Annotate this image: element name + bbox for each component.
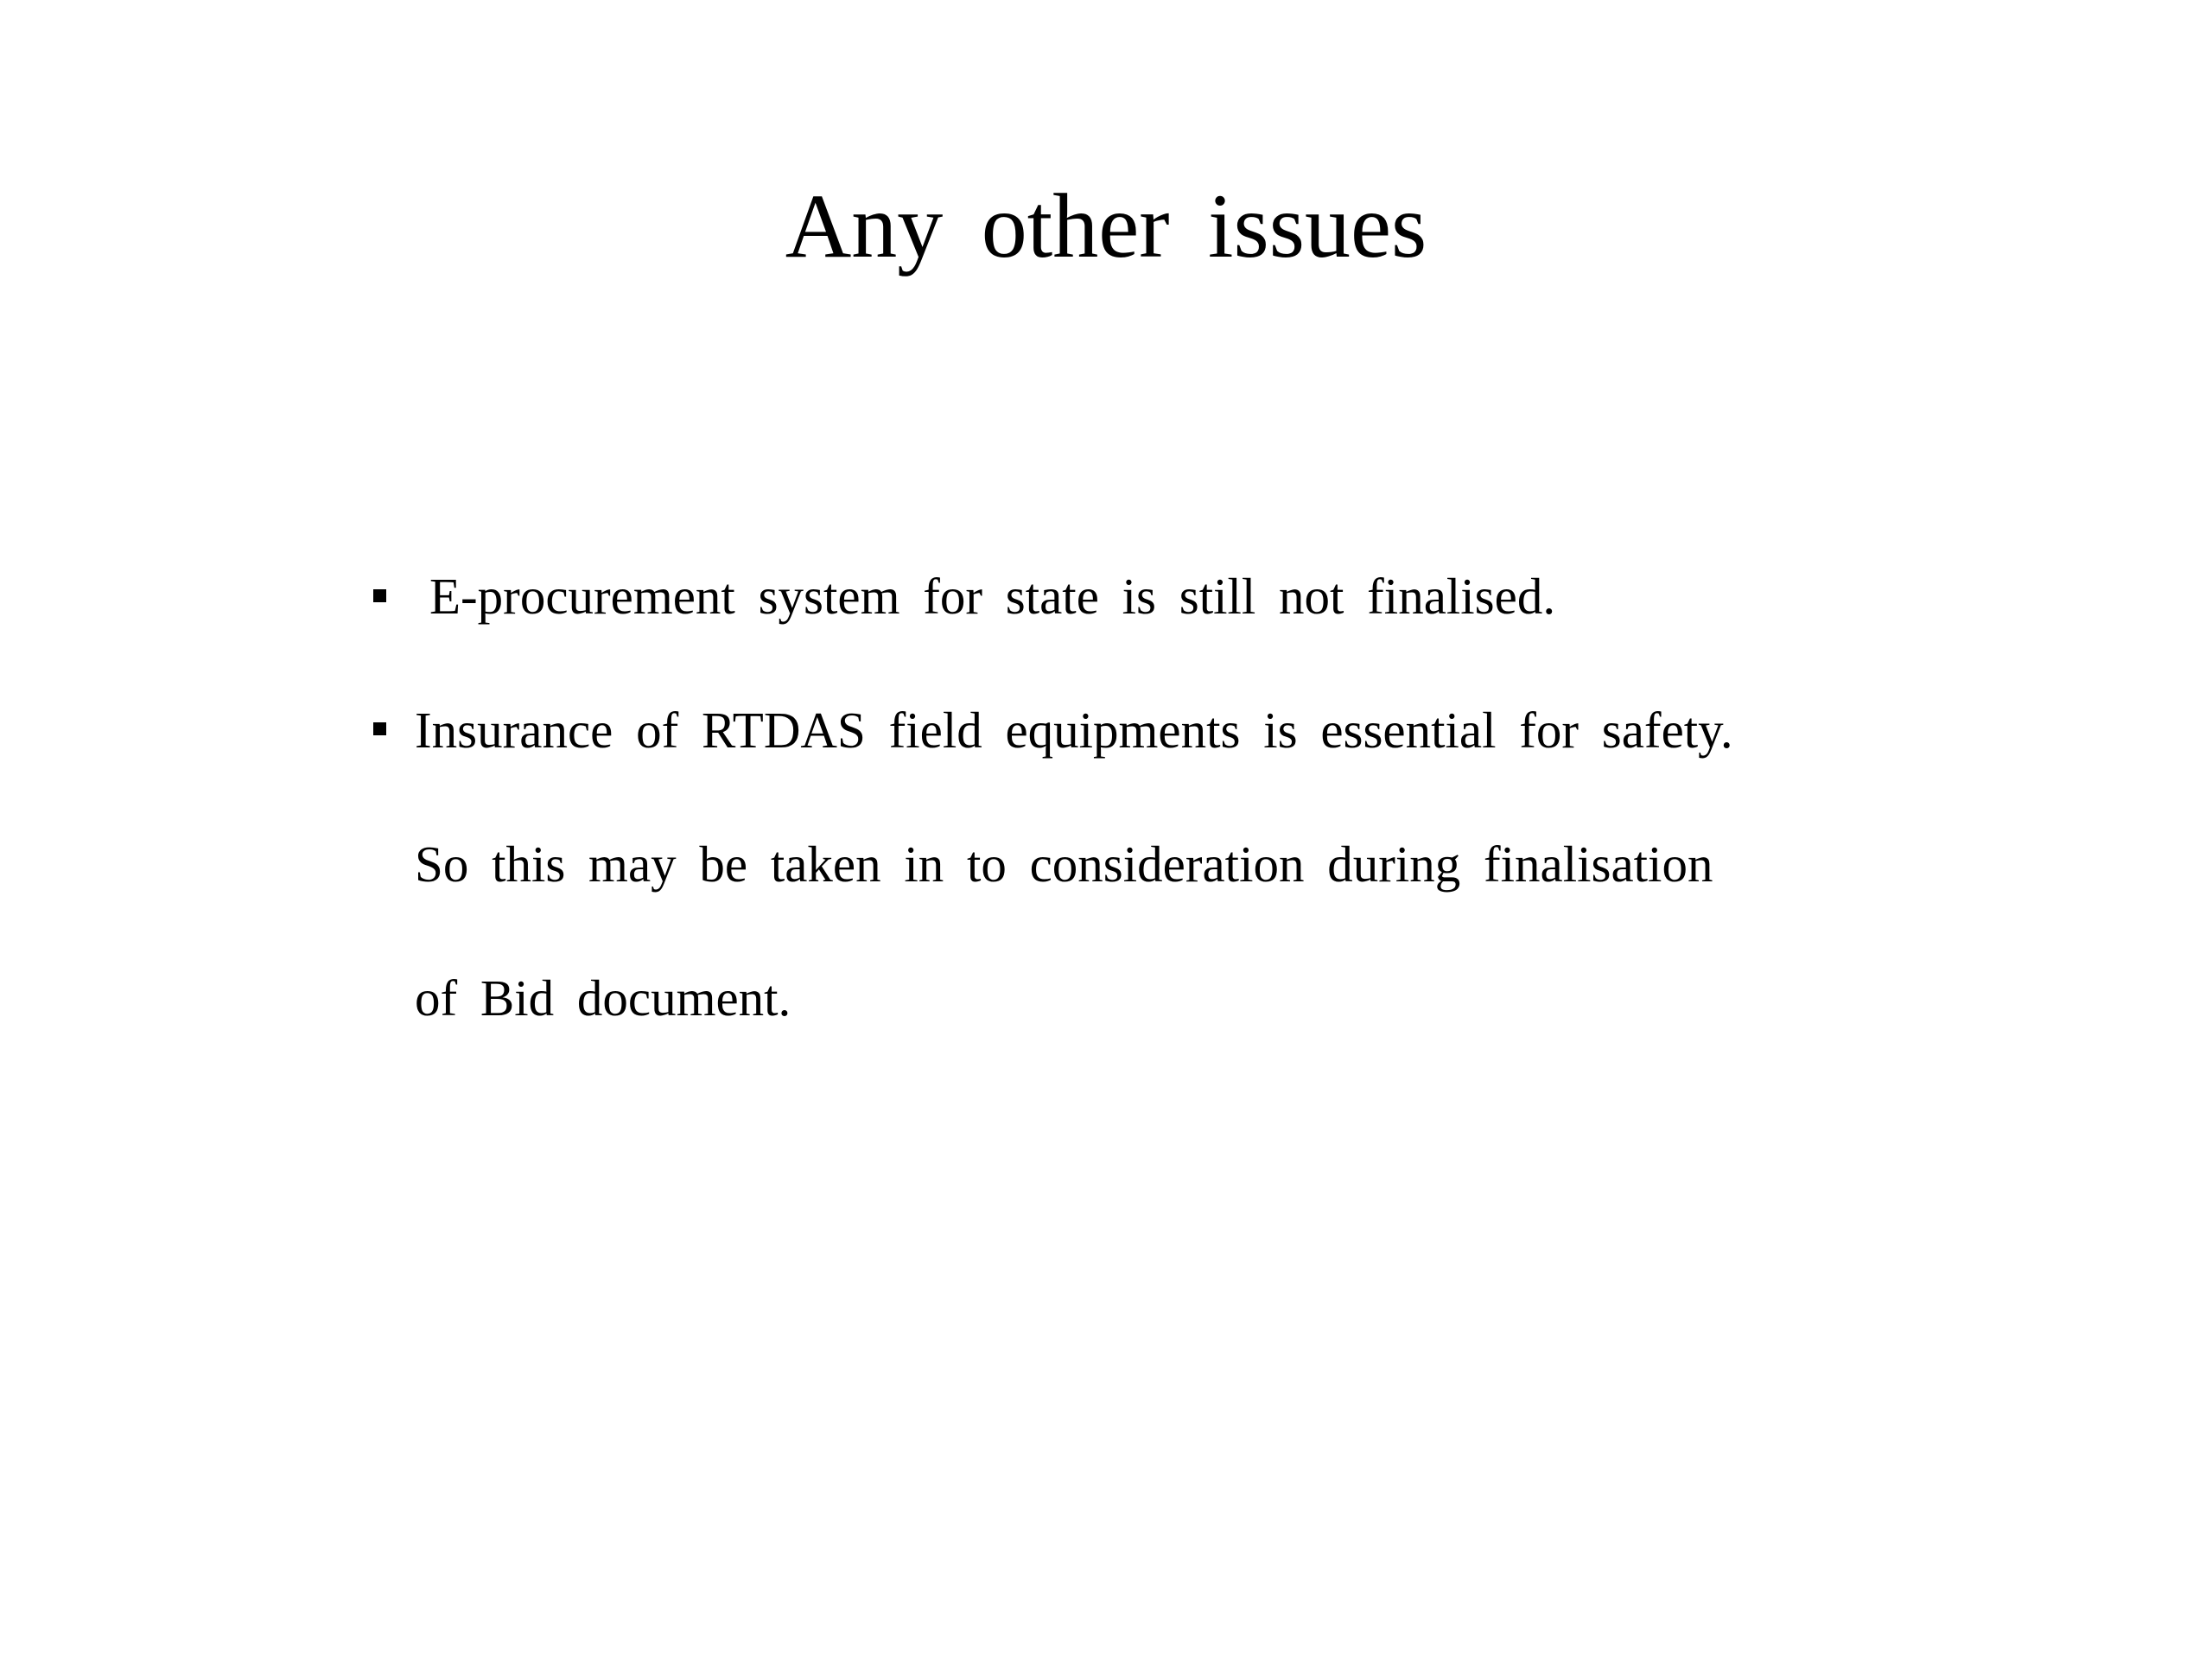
- bullet-2-line-3: of Bid document.: [415, 969, 791, 1027]
- square-bullet-icon: [373, 589, 386, 602]
- bullet-2-line-1: Insurance of RTDAS field equipments is essential for safety.: [415, 702, 1733, 759]
- bullet-2-line-2: So this may be taken in to consideration during finalisation: [415, 836, 1713, 893]
- square-bullet-icon: [373, 722, 386, 735]
- bullet-1-line-1: E-procurement system for state is still not finalised.: [429, 568, 1556, 625]
- slide-title: Any other issues: [785, 175, 1427, 276]
